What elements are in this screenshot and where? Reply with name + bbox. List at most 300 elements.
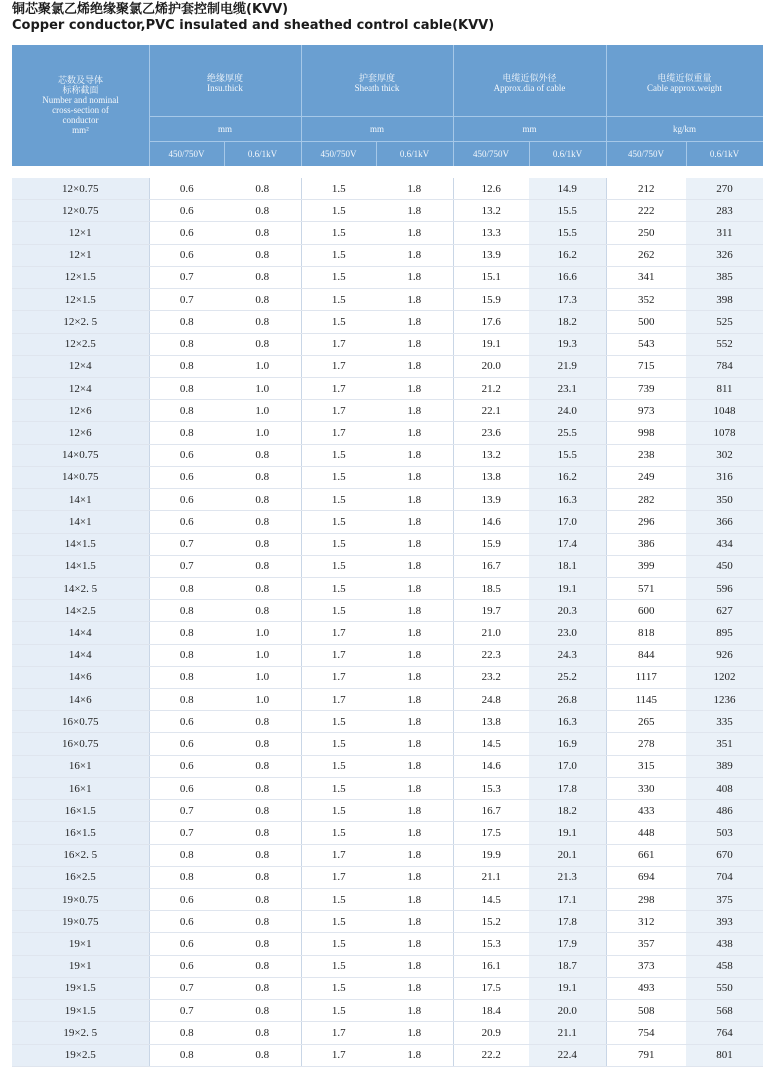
cell-weight-450-750v: 373: [606, 955, 686, 977]
header-sheath-cn: 护套厚度: [358, 73, 395, 83]
cell-insu-0-6-1kv: 0.8: [224, 466, 301, 488]
header-voltage: 450/750V: [628, 149, 664, 159]
cell-sheath-450-750v: 1.5: [301, 711, 376, 733]
cell-weight-450-750v: 433: [606, 800, 686, 822]
cell-dia-0-6-1kv: 17.3: [529, 289, 606, 311]
cell-weight-0-6-1kv: 895: [686, 622, 763, 644]
cell-insu-0-6-1kv: 0.8: [224, 800, 301, 822]
cell-weight-0-6-1kv: 458: [686, 955, 763, 977]
cell-dia-0-6-1kv: 19.3: [529, 333, 606, 355]
cell-sheath-450-750v: 1.5: [301, 444, 376, 466]
cell-insu-450-750v: 0.7: [149, 555, 224, 577]
cell-insu-0-6-1kv: 0.8: [224, 1000, 301, 1022]
cell-weight-0-6-1kv: 568: [686, 1000, 763, 1022]
cell-insu-0-6-1kv: 0.8: [224, 889, 301, 911]
header-divider: [376, 141, 377, 166]
cell-sheath-450-750v: 1.7: [301, 355, 376, 377]
table-row: [12, 377, 763, 399]
cell-sheath-450-750v: 1.7: [301, 689, 376, 711]
cell-insu-0-6-1kv: 0.8: [224, 333, 301, 355]
cell-weight-450-750v: 818: [606, 622, 686, 644]
cell-dia-0-6-1kv: 20.0: [529, 1000, 606, 1022]
cell-weight-450-750v: 341: [606, 266, 686, 288]
cell-weight-450-750v: 1117: [606, 666, 686, 688]
cell-dia-450-750v: 16.1: [453, 955, 529, 977]
table-row: [12, 311, 763, 333]
cell-core-section: 16×1: [12, 777, 149, 799]
cell-dia-0-6-1kv: 23.0: [529, 622, 606, 644]
cell-sheath-450-750v: 1.5: [301, 955, 376, 977]
cell-sheath-0-6-1kv: 1.8: [376, 955, 453, 977]
cell-weight-450-750v: 791: [606, 1044, 686, 1066]
cell-dia-0-6-1kv: 18.7: [529, 955, 606, 977]
cell-insu-0-6-1kv: 0.8: [224, 266, 301, 288]
cell-sheath-0-6-1kv: 1.8: [376, 711, 453, 733]
cell-core-section: 14×6: [12, 666, 149, 688]
cell-insu-450-750v: 0.6: [149, 955, 224, 977]
cell-sheath-0-6-1kv: 1.8: [376, 822, 453, 844]
cell-insu-0-6-1kv: 0.8: [224, 200, 301, 222]
table-row: [12, 355, 763, 377]
cell-insu-0-6-1kv: 0.8: [224, 222, 301, 244]
cell-insu-0-6-1kv: 0.8: [224, 178, 301, 200]
cell-dia-450-750v: 13.2: [453, 200, 529, 222]
cell-core-section: 19×0.75: [12, 889, 149, 911]
header-sheath-en: Sheath thick: [354, 83, 400, 93]
cell-sheath-0-6-1kv: 1.8: [376, 755, 453, 777]
table-row: [12, 733, 763, 755]
cell-core-section: 12×2. 5: [12, 311, 149, 333]
cell-weight-450-750v: 386: [606, 533, 686, 555]
header-core-cn2: 标称截面: [62, 85, 99, 95]
cell-sheath-0-6-1kv: 1.8: [376, 200, 453, 222]
table-row: [12, 1022, 763, 1044]
cell-insu-450-750v: 0.7: [149, 800, 224, 822]
cell-weight-450-750v: 330: [606, 777, 686, 799]
cell-dia-450-750v: 14.5: [453, 889, 529, 911]
cell-insu-0-6-1kv: 1.0: [224, 689, 301, 711]
cell-sheath-0-6-1kv: 1.8: [376, 555, 453, 577]
cell-dia-450-750v: 13.8: [453, 466, 529, 488]
cell-sheath-0-6-1kv: 1.8: [376, 644, 453, 666]
cell-dia-0-6-1kv: 17.4: [529, 533, 606, 555]
table-row: [12, 933, 763, 955]
table-row: [12, 955, 763, 977]
cell-dia-450-750v: 15.1: [453, 266, 529, 288]
cell-insu-0-6-1kv: 0.8: [224, 955, 301, 977]
cell-sheath-0-6-1kv: 1.8: [376, 489, 453, 511]
cell-insu-450-750v: 0.8: [149, 400, 224, 422]
header-divider: [606, 45, 607, 166]
cell-insu-450-750v: 0.8: [149, 333, 224, 355]
table-row: [12, 911, 763, 933]
cell-weight-0-6-1kv: 302: [686, 444, 763, 466]
cell-weight-0-6-1kv: 811: [686, 377, 763, 399]
cell-sheath-0-6-1kv: 1.8: [376, 733, 453, 755]
cell-dia-450-750v: 23.2: [453, 666, 529, 688]
cell-insu-450-750v: 0.6: [149, 755, 224, 777]
header-divider: [149, 116, 763, 117]
cell-core-section: 12×1: [12, 244, 149, 266]
cell-sheath-450-750v: 1.5: [301, 1000, 376, 1022]
cell-sheath-0-6-1kv: 1.8: [376, 400, 453, 422]
cell-insu-450-750v: 0.6: [149, 511, 224, 533]
cell-insu-450-750v: 0.6: [149, 200, 224, 222]
cell-sheath-450-750v: 1.7: [301, 333, 376, 355]
cell-core-section: 19×2. 5: [12, 1022, 149, 1044]
cell-dia-450-750v: 15.2: [453, 911, 529, 933]
header-insulation: [149, 73, 301, 93]
cell-sheath-0-6-1kv: 1.8: [376, 222, 453, 244]
cell-dia-450-750v: 14.5: [453, 733, 529, 755]
header-insulation-cn: 绝缘厚度: [206, 73, 243, 83]
table-row: [12, 1044, 763, 1066]
cell-weight-450-750v: 500: [606, 311, 686, 333]
cell-dia-0-6-1kv: 21.3: [529, 866, 606, 888]
cell-sheath-450-750v: 1.5: [301, 777, 376, 799]
cell-core-section: 14×2. 5: [12, 577, 149, 599]
cell-weight-0-6-1kv: 393: [686, 911, 763, 933]
table-row: [12, 200, 763, 222]
cell-insu-0-6-1kv: 0.8: [224, 444, 301, 466]
header-voltage: 0.6/1kV: [247, 149, 278, 159]
header-divider: [149, 141, 763, 142]
cell-weight-0-6-1kv: 434: [686, 533, 763, 555]
cell-weight-450-750v: 265: [606, 711, 686, 733]
cell-insu-450-750v: 0.6: [149, 777, 224, 799]
cell-insu-0-6-1kv: 0.8: [224, 822, 301, 844]
header-divider: [686, 141, 687, 166]
cell-weight-450-750v: 571: [606, 577, 686, 599]
table-row: [12, 889, 763, 911]
cell-sheath-0-6-1kv: 1.8: [376, 444, 453, 466]
cell-insu-450-750v: 0.6: [149, 244, 224, 266]
cell-dia-0-6-1kv: 15.5: [529, 444, 606, 466]
cell-sheath-450-750v: 1.7: [301, 422, 376, 444]
cell-insu-0-6-1kv: 1.0: [224, 377, 301, 399]
cell-dia-0-6-1kv: 16.2: [529, 244, 606, 266]
cell-weight-450-750v: 1145: [606, 689, 686, 711]
cell-weight-450-750v: 661: [606, 844, 686, 866]
cell-insu-450-750v: 0.8: [149, 666, 224, 688]
table-row: [12, 466, 763, 488]
cell-sheath-450-750v: 1.5: [301, 600, 376, 622]
cell-sheath-0-6-1kv: 1.8: [376, 289, 453, 311]
table-row: [12, 555, 763, 577]
cell-sheath-0-6-1kv: 1.8: [376, 1022, 453, 1044]
cell-weight-0-6-1kv: 1048: [686, 400, 763, 422]
cell-core-section: 12×6: [12, 422, 149, 444]
cell-insu-450-750v: 0.8: [149, 1022, 224, 1044]
cell-dia-0-6-1kv: 16.6: [529, 266, 606, 288]
cell-dia-0-6-1kv: 14.9: [529, 178, 606, 200]
table-row: [12, 178, 763, 200]
cell-weight-450-750v: 399: [606, 555, 686, 577]
cell-dia-0-6-1kv: 20.1: [529, 844, 606, 866]
cell-sheath-450-750v: 1.5: [301, 178, 376, 200]
cell-insu-0-6-1kv: 0.8: [224, 933, 301, 955]
header-core-en2: cross-section of: [52, 105, 109, 115]
cell-weight-0-6-1kv: 351: [686, 733, 763, 755]
cell-sheath-0-6-1kv: 1.8: [376, 355, 453, 377]
cell-weight-450-750v: 315: [606, 755, 686, 777]
cell-dia-450-750v: 19.9: [453, 844, 529, 866]
table-row: [12, 822, 763, 844]
cell-dia-0-6-1kv: 15.5: [529, 222, 606, 244]
cell-dia-450-750v: 13.9: [453, 489, 529, 511]
cell-insu-450-750v: 0.8: [149, 311, 224, 333]
cell-sheath-450-750v: 1.5: [301, 555, 376, 577]
cell-dia-450-750v: 20.9: [453, 1022, 529, 1044]
cell-dia-450-750v: 20.0: [453, 355, 529, 377]
cell-core-section: 19×1: [12, 933, 149, 955]
header-diameter-cn: 电缆近似外径: [502, 73, 557, 83]
cell-sheath-450-750v: 1.5: [301, 289, 376, 311]
cell-weight-450-750v: 282: [606, 489, 686, 511]
cell-sheath-450-750v: 1.5: [301, 222, 376, 244]
cell-weight-450-750v: 222: [606, 200, 686, 222]
cell-insu-450-750v: 0.7: [149, 822, 224, 844]
cell-insu-0-6-1kv: 1.0: [224, 422, 301, 444]
cell-sheath-0-6-1kv: 1.8: [376, 511, 453, 533]
cell-insu-450-750v: 0.8: [149, 689, 224, 711]
cell-core-section: 12×0.75: [12, 200, 149, 222]
header-voltage: 0.6/1kV: [399, 149, 430, 159]
cell-insu-0-6-1kv: 0.8: [224, 289, 301, 311]
cell-insu-0-6-1kv: 0.8: [224, 911, 301, 933]
cell-weight-0-6-1kv: 670: [686, 844, 763, 866]
cell-insu-450-750v: 0.6: [149, 178, 224, 200]
cell-sheath-0-6-1kv: 1.8: [376, 622, 453, 644]
cell-core-section: 19×0.75: [12, 911, 149, 933]
table-row: [12, 533, 763, 555]
table-row: [12, 444, 763, 466]
cell-weight-0-6-1kv: 398: [686, 289, 763, 311]
cell-dia-450-750v: 15.3: [453, 777, 529, 799]
cell-weight-450-750v: 249: [606, 466, 686, 488]
cell-insu-0-6-1kv: 0.8: [224, 311, 301, 333]
table-row: [12, 777, 763, 799]
cell-sheath-450-750v: 1.7: [301, 666, 376, 688]
cell-dia-450-750v: 17.6: [453, 311, 529, 333]
cell-sheath-0-6-1kv: 1.8: [376, 800, 453, 822]
cell-core-section: 16×1.5: [12, 822, 149, 844]
cell-insu-450-750v: 0.6: [149, 222, 224, 244]
cell-insu-0-6-1kv: 0.8: [224, 577, 301, 599]
cell-sheath-0-6-1kv: 1.8: [376, 977, 453, 999]
header-weight-en: Cable approx.weight: [647, 83, 722, 93]
cell-insu-450-750v: 0.6: [149, 889, 224, 911]
header-sheath: [301, 73, 453, 93]
table-row: [12, 422, 763, 444]
cell-insu-0-6-1kv: 0.8: [224, 777, 301, 799]
cell-insu-450-750v: 0.6: [149, 489, 224, 511]
cell-dia-0-6-1kv: 25.5: [529, 422, 606, 444]
cell-dia-450-750v: 24.8: [453, 689, 529, 711]
cell-dia-0-6-1kv: 17.0: [529, 511, 606, 533]
cell-sheath-0-6-1kv: 1.8: [376, 577, 453, 599]
cell-weight-450-750v: 844: [606, 644, 686, 666]
cell-dia-450-750v: 14.6: [453, 511, 529, 533]
header-voltage: 0.6/1kV: [709, 149, 740, 159]
header-core-label: [12, 75, 149, 135]
cell-insu-450-750v: 0.8: [149, 844, 224, 866]
cell-insu-0-6-1kv: 1.0: [224, 666, 301, 688]
cell-dia-450-750v: 22.3: [453, 644, 529, 666]
cell-insu-0-6-1kv: 1.0: [224, 622, 301, 644]
cell-weight-0-6-1kv: 375: [686, 889, 763, 911]
cell-weight-0-6-1kv: 335: [686, 711, 763, 733]
cell-weight-450-750v: 352: [606, 289, 686, 311]
cell-insu-450-750v: 0.6: [149, 711, 224, 733]
cell-sheath-450-750v: 1.5: [301, 577, 376, 599]
cell-weight-0-6-1kv: 784: [686, 355, 763, 377]
cell-weight-0-6-1kv: 1202: [686, 666, 763, 688]
cell-core-section: 14×6: [12, 689, 149, 711]
cell-weight-0-6-1kv: 926: [686, 644, 763, 666]
cell-dia-450-750v: 22.1: [453, 400, 529, 422]
cell-core-section: 12×1.5: [12, 289, 149, 311]
cell-sheath-0-6-1kv: 1.8: [376, 933, 453, 955]
cell-dia-450-750v: 23.6: [453, 422, 529, 444]
cell-sheath-0-6-1kv: 1.8: [376, 777, 453, 799]
cell-core-section: 16×2. 5: [12, 844, 149, 866]
cell-dia-0-6-1kv: 17.8: [529, 911, 606, 933]
cell-sheath-450-750v: 1.5: [301, 755, 376, 777]
cell-sheath-0-6-1kv: 1.8: [376, 689, 453, 711]
table-row: [12, 711, 763, 733]
cell-dia-450-750v: 16.7: [453, 555, 529, 577]
header-core-en3: conductor: [62, 115, 99, 125]
cell-insu-450-750v: 0.8: [149, 622, 224, 644]
page-title-chinese: 铜芯聚氯乙烯绝缘聚氯乙烯护套控制电缆(KVV): [12, 2, 289, 17]
cell-dia-450-750v: 21.2: [453, 377, 529, 399]
cell-dia-450-750v: 17.5: [453, 977, 529, 999]
header-divider: [224, 141, 225, 166]
cell-dia-450-750v: 22.2: [453, 1044, 529, 1066]
cell-weight-450-750v: 278: [606, 733, 686, 755]
cell-insu-450-750v: 0.8: [149, 577, 224, 599]
cell-insu-450-750v: 0.7: [149, 266, 224, 288]
cell-dia-0-6-1kv: 16.2: [529, 466, 606, 488]
cell-sheath-450-750v: 1.5: [301, 200, 376, 222]
cell-core-section: 14×2.5: [12, 600, 149, 622]
cell-weight-0-6-1kv: 389: [686, 755, 763, 777]
cell-insu-0-6-1kv: 0.8: [224, 1022, 301, 1044]
cell-weight-450-750v: 543: [606, 333, 686, 355]
cell-dia-0-6-1kv: 17.0: [529, 755, 606, 777]
cell-insu-450-750v: 0.6: [149, 933, 224, 955]
cell-insu-0-6-1kv: 0.8: [224, 489, 301, 511]
cell-core-section: 14×1: [12, 511, 149, 533]
cell-core-section: 14×4: [12, 622, 149, 644]
cell-dia-450-750v: 12.6: [453, 178, 529, 200]
cell-weight-0-6-1kv: 385: [686, 266, 763, 288]
cell-sheath-0-6-1kv: 1.8: [376, 844, 453, 866]
cell-weight-0-6-1kv: 438: [686, 933, 763, 955]
cell-weight-450-750v: 998: [606, 422, 686, 444]
cell-core-section: 12×2.5: [12, 333, 149, 355]
cell-weight-0-6-1kv: 801: [686, 1044, 763, 1066]
cell-sheath-450-750v: 1.7: [301, 644, 376, 666]
page-title-english: Copper conductor,PVC insulated and sheathed control cable(KVV): [12, 18, 495, 33]
cell-weight-450-750v: 296: [606, 511, 686, 533]
cell-insu-450-750v: 0.7: [149, 533, 224, 555]
cell-core-section: 16×0.75: [12, 711, 149, 733]
cell-weight-450-750v: 212: [606, 178, 686, 200]
cell-weight-0-6-1kv: 450: [686, 555, 763, 577]
cell-sheath-0-6-1kv: 1.8: [376, 889, 453, 911]
cell-weight-450-750v: 357: [606, 933, 686, 955]
cell-sheath-450-750v: 1.5: [301, 977, 376, 999]
cable-spec-table: [12, 178, 763, 1067]
table-row: [12, 489, 763, 511]
cell-sheath-450-750v: 1.5: [301, 311, 376, 333]
cell-sheath-0-6-1kv: 1.8: [376, 377, 453, 399]
cell-sheath-0-6-1kv: 1.8: [376, 600, 453, 622]
cell-insu-0-6-1kv: 0.8: [224, 533, 301, 555]
header-core-unit: mm²: [72, 125, 89, 135]
cell-sheath-0-6-1kv: 1.8: [376, 533, 453, 555]
cell-sheath-0-6-1kv: 1.8: [376, 244, 453, 266]
cell-sheath-450-750v: 1.7: [301, 400, 376, 422]
cell-core-section: 16×1.5: [12, 800, 149, 822]
cell-weight-450-750v: 312: [606, 911, 686, 933]
cell-dia-450-750v: 13.9: [453, 244, 529, 266]
cell-sheath-450-750v: 1.5: [301, 733, 376, 755]
header-diameter-en: Approx.dia of cable: [493, 83, 566, 93]
cell-sheath-450-750v: 1.5: [301, 889, 376, 911]
cell-sheath-0-6-1kv: 1.8: [376, 266, 453, 288]
header-weight: [606, 73, 763, 93]
cell-dia-0-6-1kv: 25.2: [529, 666, 606, 688]
cell-insu-450-750v: 0.8: [149, 422, 224, 444]
table-row: [12, 600, 763, 622]
cell-sheath-450-750v: 1.5: [301, 800, 376, 822]
cell-dia-0-6-1kv: 16.3: [529, 711, 606, 733]
cell-dia-450-750v: 18.4: [453, 1000, 529, 1022]
table-row: [12, 222, 763, 244]
cell-weight-0-6-1kv: 764: [686, 1022, 763, 1044]
cell-insu-0-6-1kv: 0.8: [224, 733, 301, 755]
cell-insu-0-6-1kv: 0.8: [224, 1044, 301, 1066]
header-voltage: 450/750V: [473, 149, 509, 159]
header-voltage: 450/750V: [168, 149, 205, 159]
cell-dia-450-750v: 17.5: [453, 822, 529, 844]
cell-weight-450-750v: 739: [606, 377, 686, 399]
cell-dia-0-6-1kv: 16.3: [529, 489, 606, 511]
cell-sheath-0-6-1kv: 1.8: [376, 422, 453, 444]
cell-insu-450-750v: 0.8: [149, 355, 224, 377]
cell-insu-450-750v: 0.6: [149, 911, 224, 933]
table-row: [12, 266, 763, 288]
cell-sheath-450-750v: 1.7: [301, 844, 376, 866]
header-diameter-unit: mm: [522, 124, 537, 134]
cell-core-section: 12×4: [12, 377, 149, 399]
header-divider: [529, 141, 530, 166]
cell-dia-0-6-1kv: 17.9: [529, 933, 606, 955]
cell-insu-450-750v: 0.7: [149, 977, 224, 999]
cell-weight-450-750v: 298: [606, 889, 686, 911]
cell-weight-450-750v: 600: [606, 600, 686, 622]
cell-sheath-450-750v: 1.5: [301, 933, 376, 955]
header-core-en1: Number and nominal: [42, 95, 119, 105]
cell-weight-0-6-1kv: 627: [686, 600, 763, 622]
cell-weight-0-6-1kv: 1078: [686, 422, 763, 444]
header-divider: [149, 45, 150, 166]
cell-dia-0-6-1kv: 24.0: [529, 400, 606, 422]
cell-weight-450-750v: 508: [606, 1000, 686, 1022]
